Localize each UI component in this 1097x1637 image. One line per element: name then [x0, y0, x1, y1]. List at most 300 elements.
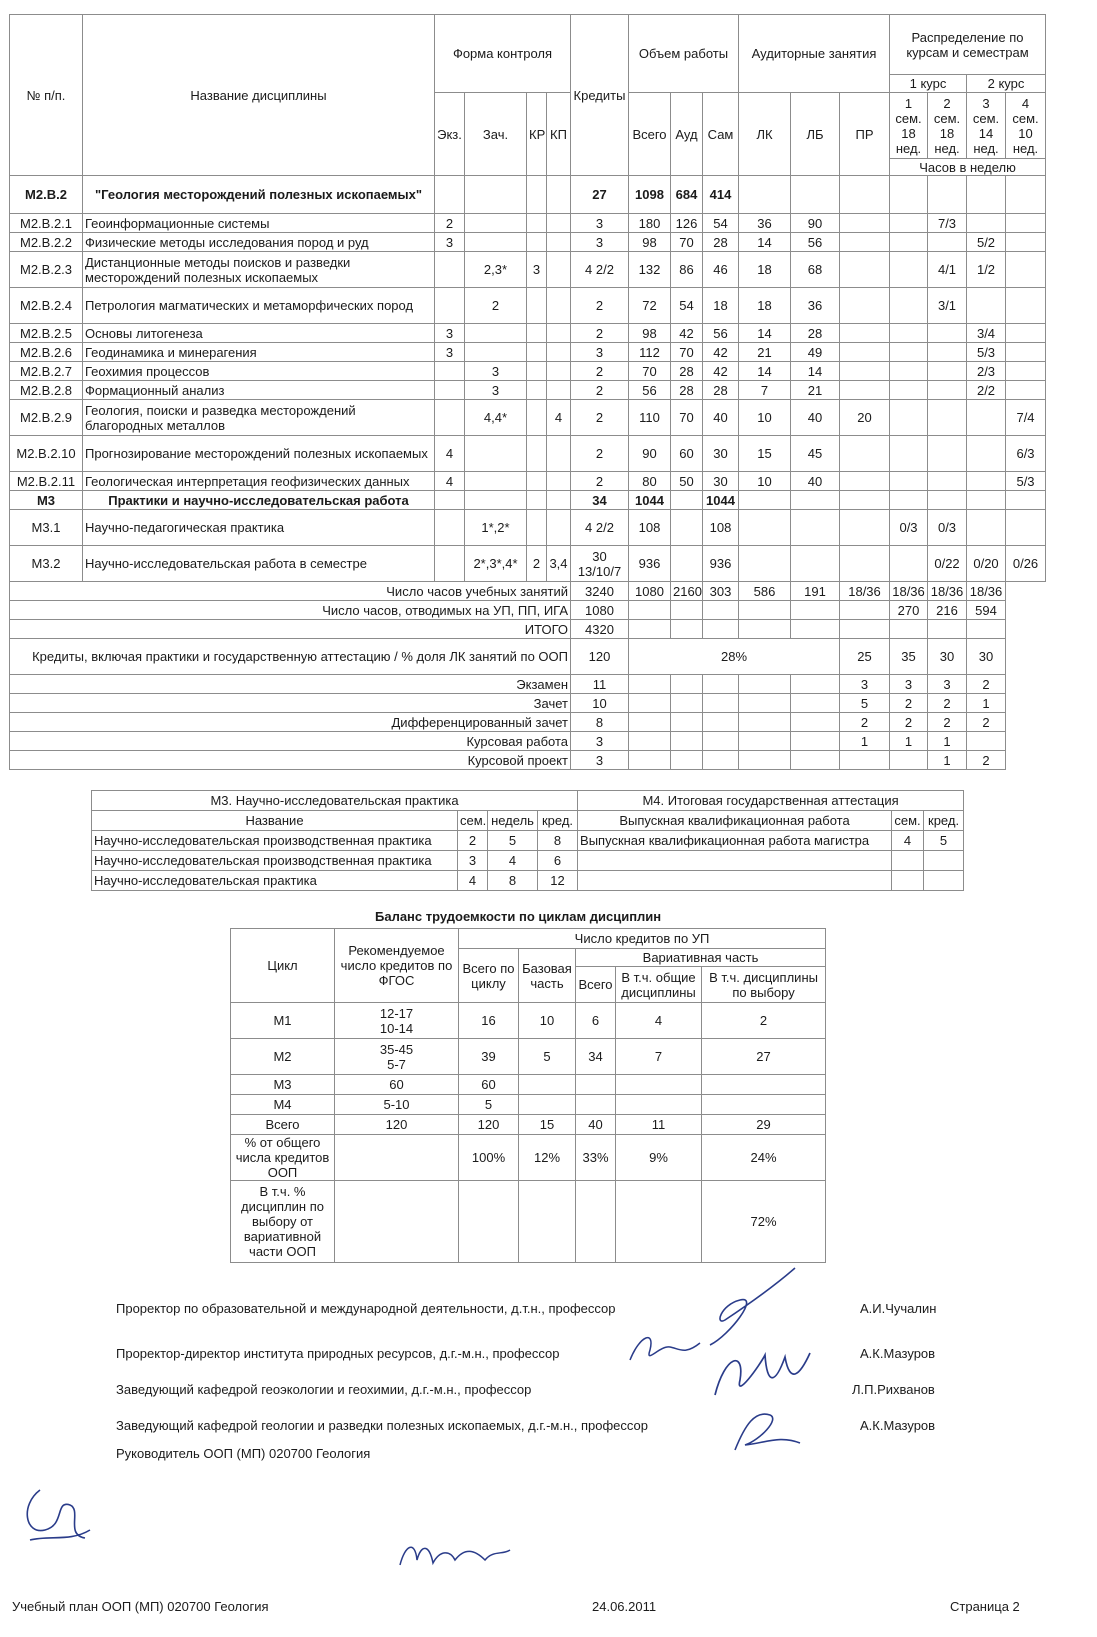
row-total: 180: [629, 214, 671, 233]
balance-general: [616, 1075, 702, 1095]
summary-blank: [840, 601, 890, 620]
practice-col_sem: сем.: [458, 811, 488, 831]
balance-row: [231, 1181, 826, 1263]
row-s1: [890, 381, 928, 400]
summary-zach-s2: 2: [890, 694, 928, 713]
table-row: [10, 288, 1046, 324]
row-num: М2.В.2: [10, 176, 83, 214]
row-pr: [840, 472, 890, 491]
row-aud: 70: [671, 400, 703, 436]
signature-role: Проректор-директор института природных ресурсов, д.г.-м.н., профессор: [116, 1346, 560, 1361]
summary-exam-s3: 3: [928, 675, 967, 694]
row-kp: 4: [547, 400, 571, 436]
summary-blank: [629, 620, 671, 639]
summary-label: Дифференцированный зачет: [10, 713, 571, 732]
summary-blank: [928, 620, 967, 639]
row-aud: [671, 491, 703, 510]
summary-zach-s4: 1: [967, 694, 1006, 713]
balance-var: [576, 1181, 616, 1263]
balance-total: 100%: [459, 1135, 519, 1181]
balance-rec: 60: [335, 1075, 459, 1095]
table-row: [10, 400, 1046, 436]
summary-kp-s2: [890, 751, 928, 770]
row-pr: [840, 436, 890, 472]
balance-row: [231, 1135, 826, 1181]
row-kp: [547, 343, 571, 362]
row-lb: 14: [791, 362, 840, 381]
row-lb: 45: [791, 436, 840, 472]
row-lb: [791, 510, 840, 546]
row-zach: [465, 472, 527, 491]
row-sam: 28: [703, 381, 739, 400]
signature-name: А.К.Мазуров: [860, 1346, 936, 1361]
practice-col_sem2: сем.: [892, 811, 924, 831]
summary-blank: [703, 732, 739, 751]
balance-var: [576, 1075, 616, 1095]
balance-col-var-general: В т.ч. общие дисциплины: [616, 967, 702, 1003]
balance-col-credits-up: Число кредитов по УП: [459, 929, 826, 949]
row-credits: 2: [571, 362, 629, 381]
summary-blank: [739, 751, 791, 770]
row-sam: 42: [703, 343, 739, 362]
balance-base: 5: [519, 1039, 576, 1075]
balance-var: 40: [576, 1115, 616, 1135]
summary-blank: [703, 694, 739, 713]
practice-row: [92, 831, 964, 851]
table-row: [10, 362, 1046, 381]
row-s4: [1006, 510, 1046, 546]
row-credits: 2: [571, 472, 629, 491]
summary-hours-s3: 18/36: [928, 582, 967, 601]
balance-col-recommended: Рекомендуемое число кредитов по ФГОС: [335, 929, 459, 1003]
row-lb: [791, 491, 840, 510]
signature-head-icon: [10, 1480, 100, 1550]
row-s4: [1006, 491, 1046, 510]
row-name: Практики и научно-исследовательская работа: [83, 491, 435, 510]
row-lk: 36: [739, 214, 791, 233]
summary-kr-s4: [967, 732, 1006, 751]
summary-blank: [671, 694, 703, 713]
row-aud: 28: [671, 381, 703, 400]
row-name: Физические методы исследования пород и руд: [83, 233, 435, 252]
row-lk: [739, 510, 791, 546]
summary-label: Число часов учебных занятий: [10, 582, 571, 601]
row-num: М2.В.2.2: [10, 233, 83, 252]
header-sem4: 4 сем. 10 нед.: [1006, 93, 1046, 159]
summary-blank: [629, 694, 671, 713]
practice-col_name: Название: [92, 811, 458, 831]
row-s4: 5/3: [1006, 472, 1046, 491]
row-aud: 684: [671, 176, 703, 214]
row-num: М2.В.2.8: [10, 381, 83, 400]
header-course1: 1 курс: [890, 75, 967, 93]
row-s3: [967, 288, 1006, 324]
row-lb: 40: [791, 400, 840, 436]
row-total: 70: [629, 362, 671, 381]
row-lk: [739, 491, 791, 510]
row-lk: 7: [739, 381, 791, 400]
practice-col_vkr: Выпускная квалификационная работа: [578, 811, 892, 831]
row-sam: 46: [703, 252, 739, 288]
row-s1: [890, 491, 928, 510]
row-s1: [890, 400, 928, 436]
row-lk: 18: [739, 288, 791, 324]
row-s3: 5/3: [967, 343, 1006, 362]
balance-general: 4: [616, 1003, 702, 1039]
signature-rikhvanov-icon: [705, 1345, 815, 1405]
row-kp: [547, 233, 571, 252]
row-zach: [465, 436, 527, 472]
row-num: М3.1: [10, 510, 83, 546]
row-aud: 42: [671, 324, 703, 343]
balance-cycle: М4: [231, 1095, 335, 1115]
balance-cycle: М2: [231, 1039, 335, 1075]
row-lk: 10: [739, 472, 791, 491]
row-sam: 30: [703, 472, 739, 491]
row-total: 98: [629, 233, 671, 252]
row-s2: [928, 176, 967, 214]
practice-m4cred: [924, 851, 964, 871]
row-zach: 3: [465, 381, 527, 400]
row-s4: [1006, 362, 1046, 381]
row-sam: 18: [703, 288, 739, 324]
row-s3: 2/2: [967, 381, 1006, 400]
summary-blank: [791, 751, 840, 770]
summary-row: [10, 601, 1046, 620]
row-name: Основы литогенеза: [83, 324, 435, 343]
row-zach: [465, 343, 527, 362]
signature-mazurov2-icon: [715, 1405, 805, 1460]
row-exam: 2: [435, 214, 465, 233]
curriculum-table: [9, 14, 1046, 770]
summary-exam-s2: 3: [890, 675, 928, 694]
row-kp: [547, 252, 571, 288]
row-num: М2.В.2.6: [10, 343, 83, 362]
row-aud: 28: [671, 362, 703, 381]
row-zach: [465, 491, 527, 510]
summary-blank: [671, 601, 703, 620]
row-credits: 2: [571, 436, 629, 472]
row-name: Геология, поиски и разведка месторождений благородных металлов: [83, 400, 435, 436]
row-kp: [547, 214, 571, 233]
header-lb: ЛБ: [791, 93, 840, 176]
summary-blank: [791, 694, 840, 713]
row-s2: [928, 324, 967, 343]
balance-base: 15: [519, 1115, 576, 1135]
row-s4: [1006, 343, 1046, 362]
summary-kr-s2: 1: [890, 732, 928, 751]
balance-cycle: М3: [231, 1075, 335, 1095]
summary-credits-s4: 30: [967, 639, 1006, 675]
row-lk: [739, 546, 791, 582]
summary-blank: [629, 751, 671, 770]
table-row: [10, 233, 1046, 252]
balance-col-variative: Вариативная часть: [576, 949, 826, 967]
header-classes: Аудиторные занятия: [739, 15, 890, 93]
row-lb: 68: [791, 252, 840, 288]
balance-row: [231, 1039, 826, 1075]
row-kr: [527, 472, 547, 491]
practice-m3-title: М3. Научно-исследовательская практика: [92, 791, 578, 811]
balance-choice: 24%: [702, 1135, 826, 1181]
balance-total: [459, 1181, 519, 1263]
header-volume: Объем работы: [629, 15, 739, 93]
row-kp: [547, 491, 571, 510]
row-aud: [671, 546, 703, 582]
header-exam: Экз.: [435, 93, 465, 176]
summary-blank: [739, 732, 791, 751]
summary-diff-s4: 2: [967, 713, 1006, 732]
summary-blank: [629, 713, 671, 732]
row-sam: 936: [703, 546, 739, 582]
balance-base: [519, 1075, 576, 1095]
row-exam: 4: [435, 436, 465, 472]
practice-weeks: 4: [488, 851, 538, 871]
row-aud: 70: [671, 233, 703, 252]
row-lk: 15: [739, 436, 791, 472]
row-exam: [435, 510, 465, 546]
summary-label: Экзамен: [10, 675, 571, 694]
row-s2: 3/1: [928, 288, 967, 324]
signature-name: Л.П.Рихванов: [852, 1382, 935, 1397]
row-kr: 2: [527, 546, 547, 582]
table-row: [10, 472, 1046, 491]
signature-role: Проректор по образовательной и международной деятельности, д.т.н., профессор: [116, 1301, 616, 1316]
summary-blank: [791, 713, 840, 732]
row-s4: [1006, 288, 1046, 324]
header-distribution: Распределение по курсам и семестрам: [890, 15, 1046, 75]
summary-blank: [671, 675, 703, 694]
table-row: [10, 214, 1046, 233]
row-s2: [928, 472, 967, 491]
row-lb: 56: [791, 233, 840, 252]
summary-blank: [739, 713, 791, 732]
row-exam: 3: [435, 233, 465, 252]
summary-hours-s4: 18/36: [967, 582, 1006, 601]
practice-weeks: 5: [488, 831, 538, 851]
summary-label: ИТОГО: [10, 620, 571, 639]
signature-mazurov-icon: [625, 1325, 705, 1375]
header-sam: Сам: [703, 93, 739, 176]
row-s2: 7/3: [928, 214, 967, 233]
row-kr: [527, 381, 547, 400]
summary-label: Курсовой проект: [10, 751, 571, 770]
balance-col-total-cycle: Всего по циклу: [459, 949, 519, 1003]
row-sam: 28: [703, 233, 739, 252]
footer-page: Страница 2: [950, 1599, 1020, 1614]
row-total: 110: [629, 400, 671, 436]
row-sam: 56: [703, 324, 739, 343]
summary-blank: [671, 620, 703, 639]
balance-header-row: [231, 929, 826, 949]
summary-diff-total: 8: [571, 713, 629, 732]
row-s3: 1/2: [967, 252, 1006, 288]
summary-hours-pr: 191: [791, 582, 840, 601]
row-aud: 50: [671, 472, 703, 491]
balance-total: 120: [459, 1115, 519, 1135]
row-name: Научно-педагогическая практика: [83, 510, 435, 546]
balance-choice: 27: [702, 1039, 826, 1075]
balance-rec: [335, 1135, 459, 1181]
header-sem1: 1 сем. 18 нед.: [890, 93, 928, 159]
summary-blank: [703, 620, 739, 639]
row-s3: 0/20: [967, 546, 1006, 582]
row-credits: 34: [571, 491, 629, 510]
row-zach: 1*,2*: [465, 510, 527, 546]
summary-credits-s1: 25: [840, 639, 890, 675]
practice-header-row: [92, 791, 964, 811]
row-kp: [547, 176, 571, 214]
row-lb: 36: [791, 288, 840, 324]
row-kr: [527, 214, 547, 233]
row-s3: 2/3: [967, 362, 1006, 381]
row-exam: [435, 381, 465, 400]
balance-total: 5: [459, 1095, 519, 1115]
row-lk: [739, 176, 791, 214]
signature-name: А.К.Мазуров: [860, 1418, 936, 1433]
summary-blank: [967, 620, 1006, 639]
practice-sem: 4: [458, 871, 488, 891]
balance-general: 11: [616, 1115, 702, 1135]
summary-blank: [840, 620, 890, 639]
row-zach: 3: [465, 362, 527, 381]
row-num: М2.В.2.7: [10, 362, 83, 381]
practice-row: [92, 851, 964, 871]
row-exam: 3: [435, 343, 465, 362]
row-exam: 3: [435, 324, 465, 343]
summary-hours-lb: 586: [739, 582, 791, 601]
summary-blank: [671, 732, 703, 751]
row-name: Геохимия процессов: [83, 362, 435, 381]
balance-col-cycle: Цикл: [231, 929, 335, 1003]
summary-label: Курсовая работа: [10, 732, 571, 751]
header-name: Название дисциплины: [83, 15, 435, 176]
summary-kp-s4: 2: [967, 751, 1006, 770]
row-sam: 414: [703, 176, 739, 214]
header-control: Форма контроля: [435, 15, 571, 93]
row-total: 72: [629, 288, 671, 324]
row-aud: 70: [671, 343, 703, 362]
row-aud: 54: [671, 288, 703, 324]
row-pr: [840, 510, 890, 546]
row-sam: 30: [703, 436, 739, 472]
row-lb: 21: [791, 381, 840, 400]
row-credits: 30 13/10/7: [571, 546, 629, 582]
balance-cycle: % от общего числа кредитов ООП: [231, 1135, 335, 1181]
row-sam: 1044: [703, 491, 739, 510]
header-hours-per-week: Часов в неделю: [890, 159, 1046, 176]
row-kp: [547, 510, 571, 546]
summary-row: [10, 620, 1046, 639]
row-kp: [547, 288, 571, 324]
summary-diff-s1: 2: [840, 713, 890, 732]
row-sam: 108: [703, 510, 739, 546]
row-aud: [671, 510, 703, 546]
row-kr: [527, 176, 547, 214]
row-name: Петрология магматических и метаморфических пород: [83, 288, 435, 324]
balance-rec: 5-10: [335, 1095, 459, 1115]
row-name: "Геология месторождений полезных ископаемых": [83, 176, 435, 214]
summary-practice-total: 1080: [571, 601, 629, 620]
row-zach: 2,3*: [465, 252, 527, 288]
practice-m4-title: М4. Итоговая государственная аттестация: [578, 791, 964, 811]
balance-general: 7: [616, 1039, 702, 1075]
row-kp: [547, 381, 571, 400]
summary-blank: [629, 675, 671, 694]
header-sem3: 3 сем. 14 нед.: [967, 93, 1006, 159]
row-total: 936: [629, 546, 671, 582]
row-credits: 2: [571, 381, 629, 400]
summary-blank: [791, 620, 840, 639]
row-credits: 3: [571, 343, 629, 362]
summary-blank: [703, 675, 739, 694]
footer-plan: Учебный план ООП (МП) 020700 Геология: [12, 1599, 269, 1614]
row-s1: [890, 233, 928, 252]
practice-m4cred: 5: [924, 831, 964, 851]
row-pr: [840, 233, 890, 252]
row-lk: 14: [739, 233, 791, 252]
practice-table: [91, 790, 964, 891]
signature-name: А.И.Чучалин: [860, 1301, 937, 1316]
row-s1: [890, 252, 928, 288]
header-kr: КР: [527, 93, 547, 176]
summary-zach-s3: 2: [928, 694, 967, 713]
row-s1: [890, 176, 928, 214]
summary-blank: [739, 694, 791, 713]
summary-blank: [791, 732, 840, 751]
balance-var: 6: [576, 1003, 616, 1039]
balance-rec: 12-17 10-14: [335, 1003, 459, 1039]
balance-choice: 2: [702, 1003, 826, 1039]
row-s3: 3/4: [967, 324, 1006, 343]
summary-blank: [703, 751, 739, 770]
summary-kp-s3: 1: [928, 751, 967, 770]
row-kr: [527, 362, 547, 381]
row-s2: [928, 362, 967, 381]
row-pr: [840, 214, 890, 233]
row-pr: 20: [840, 400, 890, 436]
summary-practice-s3: 216: [928, 601, 967, 620]
signature-role: Заведующий кафедрой геологии и разведки полезных ископаемых, д.г.-м.н., профессор: [116, 1418, 649, 1433]
balance-col-var-total: Всего: [576, 967, 616, 1003]
row-s3: [967, 510, 1006, 546]
summary-blank: [791, 675, 840, 694]
row-num: М3: [10, 491, 83, 510]
row-kr: [527, 400, 547, 436]
row-zach: 4,4*: [465, 400, 527, 436]
row-s4: [1006, 324, 1046, 343]
row-s3: [967, 214, 1006, 233]
balance-row: [231, 1003, 826, 1039]
header-row: [10, 15, 1046, 75]
row-s3: 5/2: [967, 233, 1006, 252]
row-name: Прогнозирование месторождений полезных ископаемых: [83, 436, 435, 472]
row-s2: 0/22: [928, 546, 967, 582]
row-num: М2.В.2.9: [10, 400, 83, 436]
practice-cred: 6: [538, 851, 578, 871]
row-kp: [547, 362, 571, 381]
row-total: 56: [629, 381, 671, 400]
summary-row: [10, 675, 1046, 694]
practice-sem: 2: [458, 831, 488, 851]
row-pr: [840, 546, 890, 582]
balance-base: [519, 1095, 576, 1115]
row-lb: 28: [791, 324, 840, 343]
row-kr: [527, 233, 547, 252]
row-lb: 40: [791, 472, 840, 491]
row-s2: [928, 436, 967, 472]
summary-credits-total: 120: [571, 639, 629, 675]
